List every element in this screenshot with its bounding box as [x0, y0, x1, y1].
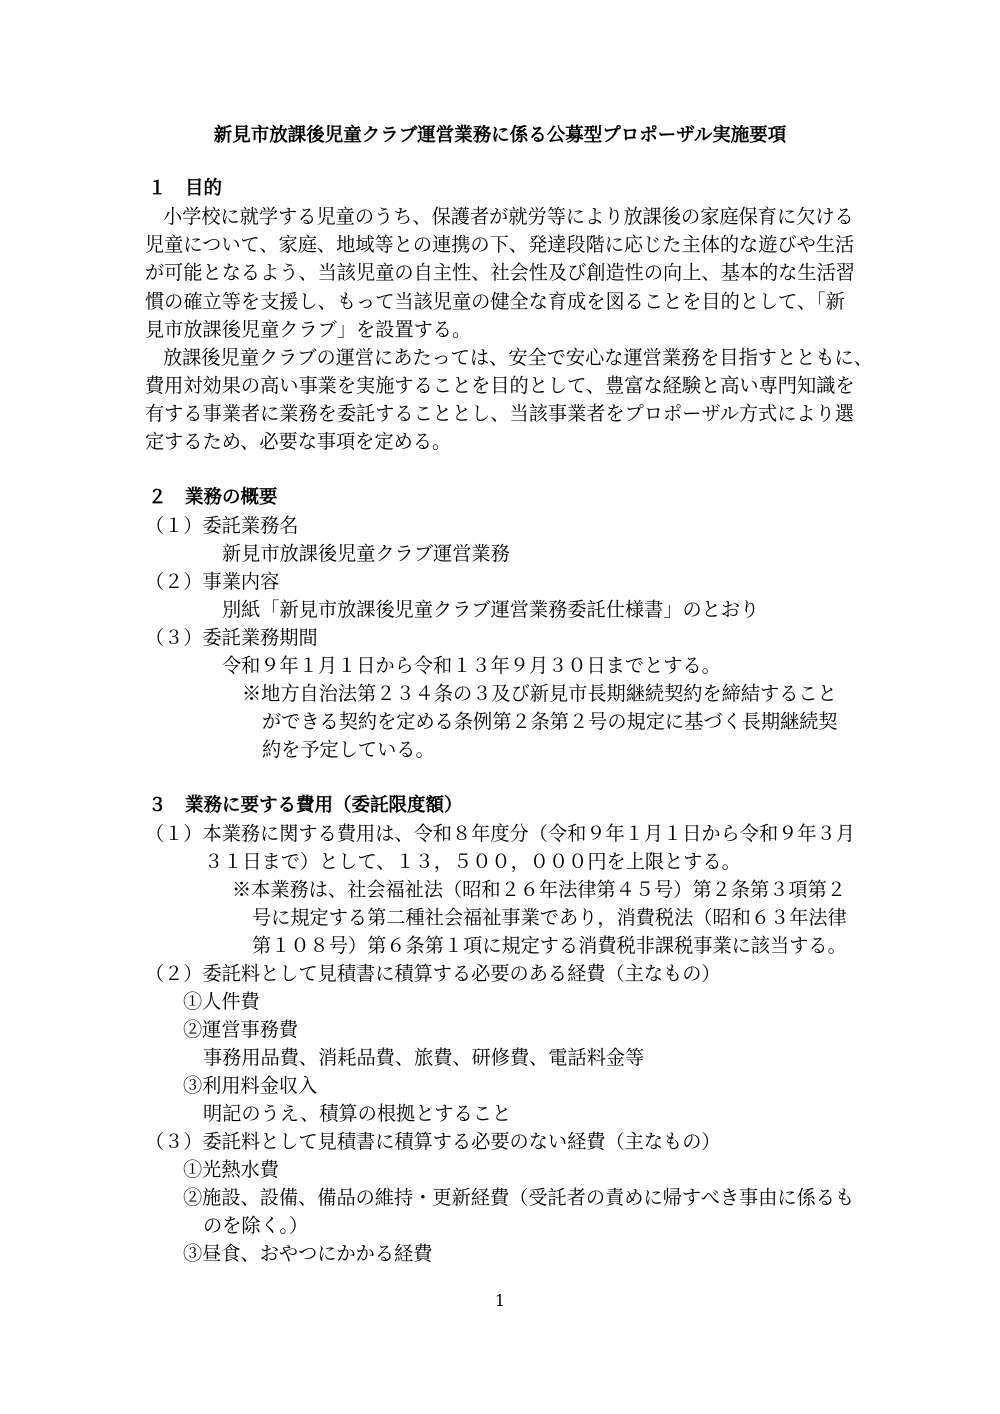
list-item: （１）本業務に関する費用は、令和８年度分（令和９年１月１日から令和９年３月 — [145, 822, 855, 845]
note-line: ※本業務は、社会福祉法（昭和２６年法律第４５号）第２条第３項第２ — [232, 878, 846, 901]
section-1-heading: １ 目的 — [148, 178, 223, 199]
paragraph-line: 小学校に就学する児童のうち、保護者が就労等により放課後の家庭保育に欠ける — [163, 205, 854, 228]
paragraph-line: 有する事業者に業務を委託することとし、当該事業者をプロポーザル方式により選 — [145, 402, 854, 425]
sub-item: ①光熱水費 — [183, 1158, 279, 1181]
list-item-detail: 新見市放課後児童クラブ運営業務 — [222, 542, 510, 565]
paragraph-line: 定するため、必要な事項を定める。 — [145, 430, 452, 453]
paragraph-line: 児童について、家庭、地域等との連携の下、発達段階に応じた主体的な遊びや生活 — [145, 233, 855, 256]
sub-item: ②運営事務費 — [183, 1018, 299, 1041]
page-number: 1 — [494, 1291, 506, 1310]
list-item: （３）委託業務期間 — [145, 626, 318, 649]
list-item-detail: 別紙「新見市放課後児童クラブ運営業務委託仕様書」のとおり — [222, 598, 760, 621]
note-line: 号に規定する第二種社会福祉事業であり，消費税法（昭和６３年法律 — [252, 906, 847, 929]
paragraph-line: 放課後児童クラブの運営にあたっては、安全で安心な運営業務を目指すとともに、 — [163, 346, 873, 369]
sub-item-detail: のを除く。） — [203, 1214, 309, 1237]
sub-item: ③利用料金収入 — [183, 1074, 318, 1097]
section-3-heading: ３ 業務に要する費用（委託限度額） — [148, 795, 463, 816]
list-item: （３）委託料として見積書に積算する必要のない経費（主なもの） — [145, 1130, 721, 1153]
paragraph-line: 見市放課後児童クラブ」を設置する。 — [145, 318, 472, 341]
sub-item-detail: 明記のうえ、積算の根拠とすること — [203, 1102, 512, 1125]
sub-item: ③昼食、おやつにかかる経費 — [183, 1242, 433, 1265]
note-line: 約を予定している。 — [262, 738, 435, 761]
paragraph-line: 費用対効果の高い事業を実施することを目的として、豊富な経験と高い専門知識を — [145, 374, 855, 397]
sub-item-detail: 事務用品費、消耗品費、旅費、研修費、電話料金等 — [203, 1046, 645, 1069]
paragraph-line: 慣の確立等を支援し、もって当該児童の健全な育成を図ることを目的として、「新 — [145, 290, 845, 313]
list-item-detail: ３１日まで）として、１３，５００，０００円を上限とする。 — [204, 850, 741, 873]
note-line: 第１０８号）第６条第１項に規定する消費税非課税事業に該当する。 — [252, 934, 847, 957]
section-2-heading: ２ 業務の概要 — [148, 487, 278, 508]
note-line: ※地方自治法第２３４条の３及び新見市長期継続契約を締結すること — [242, 682, 837, 705]
list-item: （２）事業内容 — [145, 570, 280, 593]
paragraph-line: が可能となるよう、当該児童の自主性、社会性及び創造性の向上、基本的な生活習 — [145, 261, 855, 284]
list-item: （２）委託料として見積書に積算する必要のある経費（主なもの） — [145, 962, 721, 985]
note-line: ができる契約を定める条例第２条第２号の規定に基づく長期継続契 — [262, 710, 838, 733]
sub-item: ①人件費 — [183, 990, 260, 1013]
list-item: （１）委託業務名 — [145, 514, 299, 537]
sub-item: ②施設、設備、備品の維持・更新経費（受託者の責めに帰すべき事由に係るも — [183, 1186, 855, 1209]
list-item-detail: 令和９年１月１日から令和１３年９月３０日までとする。 — [222, 654, 721, 677]
document-title: 新見市放課後児童クラブ運営業務に係る公募型プロポーザル実施要項 — [213, 125, 787, 146]
